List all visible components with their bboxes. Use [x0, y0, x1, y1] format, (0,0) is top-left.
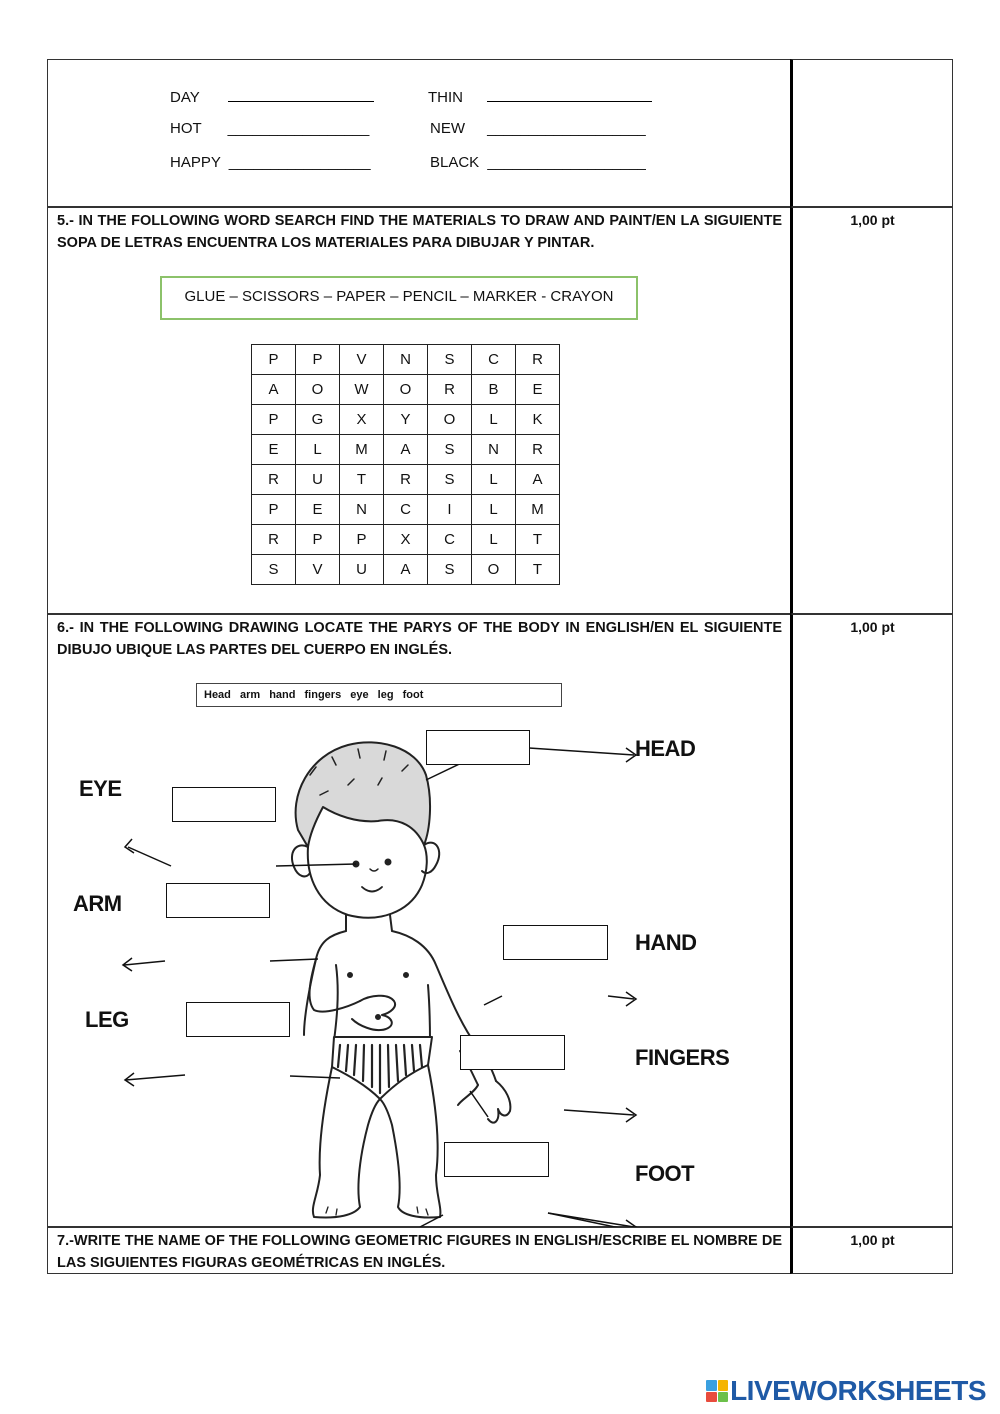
answer-blank[interactable] [487, 87, 652, 102]
word-search-cell[interactable]: A [252, 375, 296, 405]
word-search-cell[interactable]: N [472, 435, 516, 465]
word-search-cell[interactable]: B [472, 375, 516, 405]
word-search-row [252, 525, 560, 555]
word-search-cell[interactable]: L [472, 465, 516, 495]
word-search-cell[interactable]: C [384, 495, 428, 525]
word-search-row [252, 375, 560, 405]
word-search-cell[interactable]: L [472, 405, 516, 435]
opposite-item [428, 87, 652, 106]
opposite-item [430, 154, 646, 171]
word-search-cell[interactable]: C [472, 345, 516, 375]
head-answer-box[interactable] [426, 730, 530, 765]
word-search-cell[interactable]: R [516, 345, 560, 375]
word-search-cell[interactable]: A [384, 555, 428, 585]
word-search-cell[interactable]: U [296, 465, 340, 495]
section-4-points [790, 59, 953, 207]
section-7-content [47, 1227, 790, 1274]
label-foot: FOOT [635, 1161, 695, 1186]
opposite-item [430, 120, 646, 137]
logo-mark-icon [706, 1380, 728, 1402]
question-7-text: 7.-WRITE THE NAME OF THE FOLLOWING GEOMETRIC FIGURES IN ENGLISH/ESCRIBE EL NOMBRE DE LAS SIGUIENTES FIGURAS GEOMÉTRICAS EN INGLÉS. [57, 1233, 782, 1271]
answer-blank[interactable]: _________________ [227, 120, 370, 137]
word-search-cell[interactable]: P [296, 525, 340, 555]
word-search-cell[interactable]: K [516, 405, 560, 435]
word-search-cell[interactable]: N [340, 495, 384, 525]
opposite-word: NEW [430, 120, 465, 137]
word-search-cell[interactable]: M [516, 495, 560, 525]
word-search-cell[interactable]: L [472, 525, 516, 555]
word-search-cell[interactable]: O [296, 375, 340, 405]
word-search-row [252, 405, 560, 435]
word-search-grid [251, 344, 560, 585]
word-search-cell[interactable]: O [384, 375, 428, 405]
label-leg: LEG [85, 1007, 129, 1032]
body-parts-word-list: Head arm hand fingers eye leg foot [196, 683, 562, 707]
word-search-cell[interactable]: A [516, 465, 560, 495]
leg-answer-box[interactable] [186, 1002, 290, 1037]
section-4-content [47, 59, 790, 207]
word-search-cell[interactable]: A [384, 435, 428, 465]
word-search-cell[interactable]: R [252, 525, 296, 555]
word-search-cell[interactable]: P [252, 495, 296, 525]
word-search-cell[interactable]: U [340, 555, 384, 585]
opposite-word: THIN [428, 89, 463, 106]
arm-answer-box[interactable] [166, 883, 270, 918]
answer-blank[interactable]: _________________ [228, 154, 371, 171]
word-search-row [252, 495, 560, 525]
word-search-cell[interactable]: V [340, 345, 384, 375]
word-search-cell[interactable]: R [252, 465, 296, 495]
hand-answer-box[interactable] [503, 925, 608, 960]
word-search-cell[interactable]: S [428, 345, 472, 375]
word-search-cell[interactable]: P [340, 525, 384, 555]
opposite-item [170, 87, 374, 106]
answer-blank[interactable]: ___________________ [487, 120, 646, 137]
word-search-cell[interactable]: E [296, 495, 340, 525]
label-hand: HAND [635, 930, 697, 955]
word-search-cell[interactable]: S [428, 465, 472, 495]
word-search-cell[interactable]: M [340, 435, 384, 465]
question-6-text: 6.- IN THE FOLLOWING DRAWING LOCATE THE PARYS OF THE BODY IN ENGLISH/EN EL SIGUIENTE DIBUJO UBIQUE LAS PARTES DEL CUERPO EN INGLÉS. [57, 620, 782, 658]
opposite-word: DAY [170, 89, 200, 106]
word-search-cell[interactable]: P [252, 345, 296, 375]
section-5-content [47, 207, 790, 614]
section-4-row [47, 59, 953, 207]
section-5-row [47, 207, 953, 614]
word-search-cell[interactable]: R [428, 375, 472, 405]
word-search-row [252, 465, 560, 495]
foot-answer-box[interactable] [444, 1142, 549, 1177]
section-7-row [47, 1227, 953, 1274]
points-label: 1,00 pt [790, 614, 953, 1227]
points-label: 1,00 pt [790, 1227, 953, 1274]
word-search-cell[interactable]: N [384, 345, 428, 375]
word-search-row [252, 435, 560, 465]
word-search-row [252, 345, 560, 375]
word-search-cell[interactable]: P [296, 345, 340, 375]
word-search-cell[interactable]: O [472, 555, 516, 585]
answer-blank[interactable]: ___________________ [487, 154, 646, 171]
word-search-cell[interactable]: I [428, 495, 472, 525]
word-search-cell[interactable]: C [428, 525, 472, 555]
word-search-cell[interactable]: T [516, 555, 560, 585]
eye-answer-box[interactable] [172, 787, 276, 822]
word-search-cell[interactable]: V [296, 555, 340, 585]
section-6-content [47, 614, 790, 1227]
word-search-cell[interactable]: L [472, 495, 516, 525]
word-search-cell[interactable]: R [516, 435, 560, 465]
word-search-cell[interactable]: X [384, 525, 428, 555]
points-label: 1,00 pt [790, 207, 953, 614]
word-search-cell[interactable]: P [252, 405, 296, 435]
label-eye: EYE [79, 776, 122, 801]
word-search-cell[interactable]: W [340, 375, 384, 405]
opposite-item [170, 120, 369, 137]
opposite-item [170, 154, 371, 171]
word-search-cell[interactable]: E [252, 435, 296, 465]
word-search-cell[interactable]: Y [384, 405, 428, 435]
opposite-word: BLACK [430, 154, 480, 171]
opposite-word: HOT [170, 120, 202, 137]
word-search-cell[interactable]: O [428, 405, 472, 435]
word-search-cell[interactable]: L [296, 435, 340, 465]
word-search-cell[interactable]: S [252, 555, 296, 585]
body-drawing [48, 615, 791, 1228]
liveworksheets-logo [706, 1376, 986, 1406]
word-search-cell[interactable]: G [296, 405, 340, 435]
label-arm: ARM [73, 891, 122, 916]
label-fingers: FINGERS [635, 1045, 730, 1070]
word-search-cell[interactable]: S [428, 435, 472, 465]
word-search-cell[interactable]: S [428, 555, 472, 585]
logo-text: LIVEWORKSHEETS [730, 1375, 986, 1406]
word-search-cell[interactable]: X [340, 405, 384, 435]
answer-blank[interactable] [228, 87, 374, 102]
word-search-cell[interactable]: T [340, 465, 384, 495]
word-search-cell[interactable]: R [384, 465, 428, 495]
label-head: HEAD [635, 736, 696, 761]
word-search-cell[interactable]: E [516, 375, 560, 405]
word-search-cell[interactable]: T [516, 525, 560, 555]
question-5-text: 5.- IN THE FOLLOWING WORD SEARCH FIND THE MATERIALS TO DRAW AND PAINT/EN LA SIGUIENTE SOPA DE LETRAS ENCUENTRA LOS MATERIALES PARA DIBUJAR Y PINTAR. [57, 213, 782, 251]
word-list-box: GLUE – SCISSORS – PAPER – PENCIL – MARKER - CRAYON [160, 276, 638, 320]
worksheet [47, 59, 953, 1274]
section-6-row [47, 614, 953, 1227]
opposite-word: HAPPY [170, 154, 221, 171]
fingers-answer-box[interactable] [460, 1035, 565, 1070]
word-search-row [252, 555, 560, 585]
